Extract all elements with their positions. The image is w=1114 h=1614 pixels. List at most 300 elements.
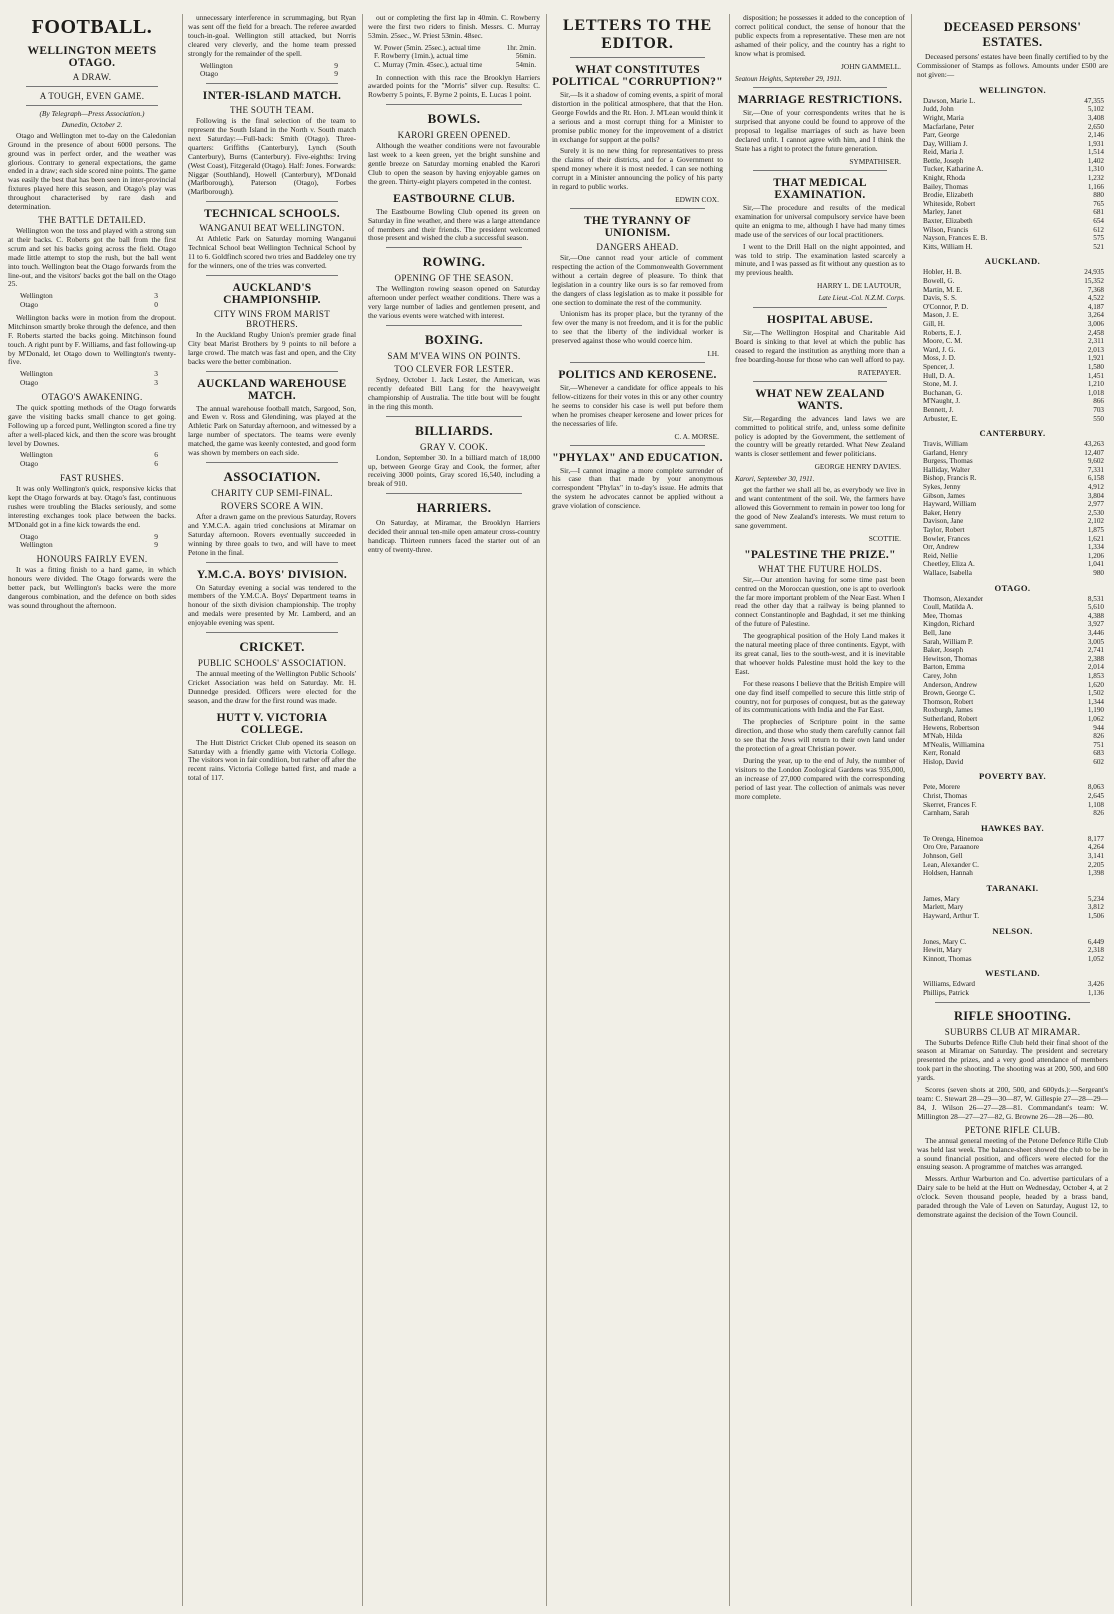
section-title-harriers: HARRIERS. xyxy=(416,500,492,516)
estate-name: Carey, John xyxy=(923,671,957,680)
estate-list-otago xyxy=(917,595,1108,767)
estate-name: Wallace, Isabella xyxy=(923,569,972,577)
estate-amount: 7,331 xyxy=(1087,465,1104,474)
divider xyxy=(206,275,338,276)
estate-row xyxy=(917,406,1108,415)
divider xyxy=(570,57,705,58)
estate-row xyxy=(917,895,1108,904)
estate-name: Halliday, Walter xyxy=(923,465,970,474)
estate-amount: 826 xyxy=(1093,809,1104,818)
estate-amount: 3,005 xyxy=(1087,637,1104,646)
estate-amount: 4,522 xyxy=(1087,294,1104,303)
article-paragraph: The Eastbourne Bowling Club opened its green on Saturday in fine weather, and there was a large attendance of members and their friends. The president welcomed those present and wished the club a successful season. xyxy=(368,206,540,243)
estate-row xyxy=(917,681,1108,690)
estate-amount: 1,506 xyxy=(1087,912,1104,920)
estate-name: Davis, S. S. xyxy=(923,294,957,303)
divider xyxy=(570,445,705,446)
estate-row xyxy=(917,980,1108,989)
article-paragraph: The annual warehouse football match, Sargood, Son, and Ewen v. Ross and Glendining, was played at the Athletic Park on Saturday afternoon, and witnessed by a large number of spectators. The teams were evenly matched, the game was keenly contested, and good form was shown by members on each side. xyxy=(188,403,356,458)
estate-row xyxy=(917,809,1108,818)
column-letters-2 xyxy=(731,14,909,1606)
article-paragraph: The Wellington rowing season opened on Saturday afternoon under perfect weather conditions. There was a very large number of ladies and gentlemen present, and the various events were watched with interest. xyxy=(368,284,540,321)
estate-name: Coull, Matilda A. xyxy=(923,603,974,612)
divider xyxy=(570,362,705,363)
estate-amount: 12,407 xyxy=(1084,448,1104,457)
estate-amount: 2,205 xyxy=(1087,860,1104,869)
result-row: F. Rowberry (1min.), actual time 56min. xyxy=(374,52,536,61)
subhead: THE SOUTH TEAM. xyxy=(229,105,315,116)
score-row: Wellington 6 xyxy=(20,450,158,460)
letter-signature: EDWIN COX. xyxy=(675,194,719,204)
subhead: ROVERS SCORE A WIN. xyxy=(220,500,324,511)
subhead: HONOURS FAIRLY EVEN. xyxy=(36,554,148,565)
estate-name: Hull, D. A. xyxy=(923,371,955,380)
estate-row xyxy=(917,852,1108,861)
estate-row xyxy=(917,912,1108,921)
article-paragraph: In connection with this race the Brooklyn Harriers awarded points for the "Morris" silver cup. Results: C. Rowberry 5 points, F. Byrne 2 points, E. Lucas 1 point. xyxy=(368,72,540,100)
estate-amount: 2,014 xyxy=(1087,663,1104,672)
estate-name: Bowler, Frances xyxy=(923,534,970,543)
estate-row xyxy=(917,234,1108,243)
estate-amount: 3,804 xyxy=(1087,491,1104,500)
article-heading: WHAT NEW ZEALAND WANTS. xyxy=(755,387,885,412)
estate-name: Jones, Mary C. xyxy=(923,937,967,946)
article-paragraph: London, September 30. In a billiard match of 18,000 up, between George Gray and Cook, the former, after receiving 3000 points, Gray scored 16,540, including a break of 910. xyxy=(368,452,540,489)
estate-row xyxy=(917,672,1108,681)
article-heading: TECHNICAL SCHOOLS. xyxy=(204,208,340,221)
estate-row xyxy=(917,500,1108,509)
subhead: CITY WINS FROM MARIST BROTHERS. xyxy=(213,308,331,329)
estate-name: Bell, Jane xyxy=(923,628,952,637)
letter-signature: I.H. xyxy=(707,349,719,359)
estate-name: Te Orenga, Hinemoa xyxy=(923,834,983,843)
letter-signature: JOHN GAMMELL. xyxy=(841,61,901,71)
deck: A DRAW. xyxy=(72,72,112,82)
region-heading: OTAGO. xyxy=(994,582,1031,593)
subhead: GRAY V. COOK. xyxy=(420,441,488,452)
estate-name: Johnson, Gell xyxy=(923,852,963,861)
article-paragraph: Sir,—Our attention having for some time past been centred on the Moroccan question, one is apt to overlook the far more important problem of the Near East. When I read the other day that a railway is being planned to connect Constantinople and Baghdad, it set me thinking of the future of Palestine. xyxy=(735,574,905,629)
estate-name: Macfarlane, Peter xyxy=(923,122,975,131)
letter-signature: HARRY L. DE LAUTOUR, xyxy=(817,281,901,291)
estate-name: Parr, George xyxy=(923,131,960,140)
estate-row xyxy=(917,208,1108,217)
result-row: W. Power (5min. 25sec.), actual time 1hr. 2min. xyxy=(374,43,536,52)
article-paragraph: The Hutt District Cricket Club opened its season on Saturday with a friendly game with Victoria College. The visitors won in fair condition, but rather off after the recent rains. Victoria College batted first, and made a total of 117. xyxy=(188,737,356,783)
article-paragraph: The annual meeting of the Wellington Public Schools' Cricket Association was held on Saturday. Mr. H. Dunnedge presided. Officers were elected for the season, and the draw for the first round was made. xyxy=(188,669,356,705)
estate-row xyxy=(917,689,1108,698)
article-paragraph: On Saturday, at Miramar, the Brooklyn Harriers decided their annual ten-mile open amateur cross-country handicap. Thirteen runners faced the starter out of an entry of twenty-three. xyxy=(368,518,540,554)
estate-amount: 1,334 xyxy=(1087,543,1104,552)
estate-amount: 602 xyxy=(1093,757,1104,766)
subhead: SAM M'VEA WINS ON POINTS. xyxy=(387,351,521,361)
score-row: Wellington 3 xyxy=(20,291,158,301)
letter-address: Seatoun Heights, September 29, 1911. xyxy=(735,74,842,83)
estate-amount: 1,344 xyxy=(1087,697,1104,706)
estate-row xyxy=(917,569,1108,578)
article-paragraph: The annual general meeting of the Petone Defence Rifle Club was held last week. The balance-sheet showed the club to be in a sound financial position, and officers were elected for the ensuing season. A programme of matches was arranged. xyxy=(917,1135,1108,1172)
estate-list-taranaki xyxy=(917,895,1108,921)
estate-name: James, Mary xyxy=(923,894,960,903)
estate-row xyxy=(917,492,1108,501)
estate-amount: 2,645 xyxy=(1087,792,1104,801)
letter-paragraph: Sir,—One cannot read your article of comment respecting the action of the Commonwealth Government without a certain degree of pleasure. To think that legislation in a country like ours is so far removed from the dangers of class legislation as to make it possible for one section to dominate the rest of the community. xyxy=(552,252,723,307)
article-paragraph: The geographical position of the Holy Land makes it the natural meeting place of three continents. Egypt, with its great canal, lies to the south-west, and it is inevitable that whoever holds Palestine must hold the key to the East. xyxy=(735,631,905,676)
estate-name: Orr, Andrew xyxy=(923,543,960,552)
column-rule xyxy=(911,14,912,1606)
estate-amount: 944 xyxy=(1093,723,1104,732)
estate-name: Marley, Janet xyxy=(923,208,962,217)
estate-row xyxy=(917,320,1108,329)
estate-name: Thomson, Alexander xyxy=(923,594,984,603)
article-heading: AUCKLAND WAREHOUSE MATCH. xyxy=(197,377,347,402)
estate-amount: 3,812 xyxy=(1087,903,1104,912)
estate-name: Hayward, William xyxy=(923,500,977,509)
estate-name: M'Nealis, Williamina xyxy=(923,740,985,749)
score-row: Otago 0 xyxy=(20,300,158,310)
estate-row xyxy=(917,243,1108,252)
estate-amount: 1,041 xyxy=(1087,560,1104,569)
estate-list-westland xyxy=(917,980,1108,997)
estate-amount: 2,013 xyxy=(1087,345,1104,354)
estate-name: Pete, Morere xyxy=(923,783,961,792)
estate-name: Spencer, J. xyxy=(923,362,955,371)
estate-row xyxy=(917,758,1108,767)
estate-amount: 2,530 xyxy=(1087,508,1104,517)
estate-name: Hewens, Robertson xyxy=(923,723,980,732)
letter-paragraph: disposition; he possesses it added to the conception of correct political conduct, the sense of honour that the public expects from a representative. These men are not ashamed of their policy, and the country has a right to know what is promised. xyxy=(735,14,905,58)
estate-row xyxy=(917,440,1108,449)
column-letters xyxy=(548,14,727,1606)
estate-list-poverty-bay xyxy=(917,783,1108,817)
estate-name: Mason, J. E. xyxy=(923,311,959,320)
section-title-rowing: ROWING. xyxy=(422,254,486,270)
estate-name: Cheetley, Eliza A. xyxy=(923,560,975,569)
estate-name: Arbuster, E. xyxy=(923,414,958,423)
estate-list-hawkes-bay xyxy=(917,835,1108,878)
estate-name: Travis, William xyxy=(923,440,968,449)
divider xyxy=(386,416,522,417)
estate-row xyxy=(917,389,1108,398)
estate-row xyxy=(917,449,1108,458)
estate-amount: 681 xyxy=(1093,208,1104,217)
estate-name: Hislop, David xyxy=(923,757,964,766)
section-title-boxing: BOXING. xyxy=(424,332,484,347)
estate-row xyxy=(917,938,1108,947)
letter-signature: SYMPATHISER. xyxy=(849,156,901,166)
article-heading: AUCKLAND'S CHAMPIONSHIP. xyxy=(223,281,321,306)
estate-name: Hobler, H. B. xyxy=(923,268,962,277)
estate-name: Day, William J. xyxy=(923,139,968,148)
estate-name: Roxburgh, James xyxy=(923,706,973,715)
estate-amount: 7,368 xyxy=(1087,285,1104,294)
estate-row xyxy=(917,560,1108,569)
estate-row xyxy=(917,105,1108,114)
column-estates xyxy=(913,14,1112,1606)
estate-amount: 3,006 xyxy=(1087,319,1104,328)
estate-row xyxy=(917,946,1108,955)
estate-amount: 1,398 xyxy=(1087,869,1104,878)
estate-name: Reid, Maria J. xyxy=(923,148,964,157)
section-title-football: FOOTBALL. xyxy=(31,16,153,38)
estate-amount: 1,052 xyxy=(1087,954,1104,963)
estate-row xyxy=(917,303,1108,312)
headline: WELLINGTON MEETS OTAGO. xyxy=(27,45,157,69)
estate-row xyxy=(917,329,1108,338)
estate-list-canterbury xyxy=(917,440,1108,578)
article-paragraph: For these reasons I believe that the British Empire will one day find itself compelled to secure this little strip of country, not for purposes of conquest, but as the gateway of its communications with India and the Far East. xyxy=(735,678,905,715)
estate-row xyxy=(917,792,1108,801)
letter-paragraph: Sir,—Whenever a candidate for office appeals to his fellow-citizens for their votes in this or any other country he seems to consider his case is well put before them when he promises cheaper kerosene and lower prices for the necessaries of life. xyxy=(552,383,723,428)
score-row: Otago 9 xyxy=(200,69,338,79)
estate-row xyxy=(917,123,1108,132)
estate-amount: 2,146 xyxy=(1087,131,1104,140)
estate-row xyxy=(917,131,1108,140)
estate-row xyxy=(917,783,1108,792)
estate-name: Burgess, Thomas xyxy=(923,457,973,466)
estate-name: Dawson, Marie L. xyxy=(923,96,976,105)
estate-name: Moss, J. D. xyxy=(923,354,956,363)
estate-row xyxy=(917,595,1108,604)
estate-amount: 521 xyxy=(1093,242,1104,251)
estate-row xyxy=(917,655,1108,664)
estate-amount: 5,610 xyxy=(1087,603,1104,612)
article-paragraph: After a drawn game on the previous Saturday, Rovers and Y.M.C.A. again tried conclusions at Miramar on Saturday afternoon. Rovers eventually succeeded in winning by three goals to two, and will have to meet Petone in the final. xyxy=(188,511,356,557)
estate-amount: 2,102 xyxy=(1087,517,1104,526)
estate-name: Anderson, Andrew xyxy=(923,680,978,689)
subhead: TOO CLEVER FOR LESTER. xyxy=(394,364,514,374)
estate-name: Baxter, Elizabeth xyxy=(923,217,973,226)
article-paragraph: At Athletic Park on Saturday morning Wanganui Technical School beat Wellington Technical School by 11 to 6. Goldfinch scored two tries and Baddeley one try for the winners, one of the tries was converted. xyxy=(188,234,356,270)
estate-row xyxy=(917,620,1108,629)
estate-name: Reid, Nellie xyxy=(923,551,958,560)
estate-row xyxy=(917,191,1108,200)
estate-row xyxy=(917,989,1108,998)
section-title-bowls: BOWLS. xyxy=(427,111,481,127)
estate-amount: 2,741 xyxy=(1087,646,1104,655)
estate-row xyxy=(917,346,1108,355)
estate-list-nelson xyxy=(917,938,1108,964)
divider xyxy=(206,83,338,84)
article-heading: INTER-ISLAND MATCH. xyxy=(202,90,342,103)
divider xyxy=(206,632,338,633)
estate-amount: 612 xyxy=(1093,225,1104,234)
region-heading: POVERTY BAY. xyxy=(978,771,1047,782)
article-paragraph: get the farther we shall all be, as everybody we live in and want contentment of the soil. We, the farmers have allowed this Government to remain in power too long for the good of New Zealand's interests. We must return to sane government. xyxy=(735,485,905,530)
estate-amount: 47,355 xyxy=(1084,96,1104,105)
column-rule xyxy=(546,14,547,1606)
estate-row xyxy=(917,629,1108,638)
estate-name: Bailey, Thomas xyxy=(923,182,968,191)
column-rule xyxy=(729,14,730,1606)
subhead: KARORI GREEN OPENED. xyxy=(397,130,511,141)
estate-amount: 826 xyxy=(1093,732,1104,741)
estate-name: Sykes, Jenny xyxy=(923,483,961,492)
letter-paragraph: Sir,—Regarding the advances land laws we are committed to political strife, and, unless some definite policy is adopted by the Government, the settlement of the country will be greatly retarded. What New Zealand wants is closer settlement and fewer politicians. xyxy=(735,413,905,459)
article-paragraph: out or completing the first lap in 40min. C. Rowberry were the first two riders to finish. Messrs. C. Murray 53min. 25sec., W. Priest 53min. 48sec. xyxy=(368,14,540,40)
estate-row xyxy=(917,526,1108,535)
estate-amount: 1,621 xyxy=(1087,534,1104,543)
estate-row xyxy=(917,466,1108,475)
estate-row xyxy=(917,517,1108,526)
estate-amount: 9,602 xyxy=(1087,457,1104,466)
estate-amount: 5,234 xyxy=(1087,894,1104,903)
estate-amount: 2,311 xyxy=(1088,337,1104,346)
letter-paragraph: Sir,—One of your correspondents writes that he is surprised that anyone could be found to approve of the proposal to legalise marriages of such as have been declared unfit. I cannot agree with him, and I think the State has a right to protect the future generation. xyxy=(735,108,905,154)
article-paragraph: Messrs. Arthur Warburton and Co. advertise particulars of a Dairy sale to be held at the Hutt on Wednesday, October 4, at 2 o'clock. Seven thousand people, headed by a brass band, paraded through the Vale of Leven on Saturday, August 12, to demonstrate against the decision of the Town Council. xyxy=(917,1174,1108,1219)
article-paragraph: Wellington won the toss and played with a strong sun at their backs. C. Roberts got the ball from the first scrum and set his backs going across the field. Otago made little attempt to stop the rush, but the ball went into touch. Wellington beat the Otago forwards from the line-out, and the visitors' backs got the ball on the Otago 25. xyxy=(8,225,176,289)
divider xyxy=(386,493,522,494)
divider xyxy=(386,325,522,326)
divider xyxy=(753,87,887,88)
estate-name: Moore, C. M. xyxy=(923,337,963,346)
estate-amount: 980 xyxy=(1093,569,1104,577)
column-sport-2 xyxy=(184,14,360,1606)
estate-amount: 3,264 xyxy=(1087,311,1104,320)
estate-row xyxy=(917,646,1108,655)
estate-row xyxy=(917,457,1108,466)
article-paragraph: Sydney, October 1. Jack Lester, the American, was recently defeated Bill Lang for the heavyweight championship of Australia. The title bout will be fought in the ring this month. xyxy=(368,375,540,411)
region-heading: CANTERBURY. xyxy=(979,428,1046,439)
article-paragraph: Otago and Wellington met to-day on the Caledonian Ground in the presence of about 6000 persons. The ground was in perfect order, and the weather was glorious. Contrary to general expectations, the game ended in a draw; each side scored nine points. The game was easily the best that has been seen in inter-provincial fixtures played here this season, and Otago's play was throughout characterised by rare dash and determination. xyxy=(8,130,176,212)
section-title-estates: DECEASED PERSONS' ESTATES. xyxy=(943,20,1082,49)
article-heading: MARRIAGE RESTRICTIONS. xyxy=(737,94,903,107)
divider xyxy=(386,104,522,105)
estate-row xyxy=(917,612,1108,621)
article-heading: "PALESTINE THE PRIZE." xyxy=(744,548,896,561)
estate-name: Ward, J. G. xyxy=(923,345,956,354)
estate-name: Mee, Thomas xyxy=(923,611,963,620)
section-title-letters: LETTERS TO THE EDITOR. xyxy=(562,17,713,52)
article-paragraph: It was only Wellington's quick, responsive kicks that kept the Otago forwards at bay. Otago's fast, continuous rushes were troubling the Blacks seriously, and some interesting exchanges took place between the backs. M'Donald got in a fine kick towards the end. xyxy=(8,484,176,529)
estate-amount: 1,232 xyxy=(1087,174,1104,183)
estate-name: Lean, Alexander C. xyxy=(923,860,979,869)
estate-row xyxy=(917,801,1108,810)
estate-row xyxy=(917,955,1108,964)
estate-row xyxy=(917,294,1108,303)
article-paragraph: Following is the final selection of the team to represent the South Island in the North v. South match next Saturday:—Full-back: Smith (Otago). Three-quarters: Griffiths (Canterbury), Lynch (South Canterbury), Burns (Canterbury). Five-eighths: Irving (West Coast), Fitzgerald (Otago). Half: Jones. Forwards: Niggar (Southland), Howell (Canterbury), M'Donald (Marlborough), Paterson (Otago), Forbes (Marlborough). xyxy=(188,116,356,197)
estate-amount: 6,158 xyxy=(1087,474,1104,483)
score-row: Otago 9 xyxy=(20,531,158,541)
estate-amount: 751 xyxy=(1093,740,1104,749)
estate-row xyxy=(917,286,1108,295)
region-heading: NELSON. xyxy=(992,925,1033,936)
estate-row xyxy=(917,698,1108,707)
estate-amount: 3,446 xyxy=(1087,628,1104,637)
section-title-association: ASSOCIATION. xyxy=(223,468,321,484)
score-row: Wellington 9 xyxy=(20,540,158,550)
estate-amount: 1,206 xyxy=(1087,551,1104,560)
estate-name: Sutherland, Robert xyxy=(923,714,978,723)
estate-amount: 24,935 xyxy=(1084,268,1104,277)
estate-name: Brodie, Elizabeth xyxy=(923,191,974,200)
article-paragraph: Scores (seven shots at 200, 500, and 600yds.):—Sergeant's team: C. Stewart 28—29—30—87, W. Gillespie 27—28—29—84, J. Wilson 26—27—28—81. Commandant's team: W. Millington 28—27—27—82, G. Browne 26—28—26—80. xyxy=(917,1085,1108,1121)
score-line xyxy=(200,62,356,80)
estate-name: Hayward, Arthur T. xyxy=(923,912,980,920)
estate-amount: 8,063 xyxy=(1087,783,1104,792)
estate-row xyxy=(917,835,1108,844)
estate-row xyxy=(917,706,1108,715)
estate-name: O'Connor, P. D. xyxy=(923,302,969,311)
estate-amount: 1,190 xyxy=(1087,706,1104,715)
estate-name: Williams, Edward xyxy=(923,980,976,989)
article-paragraph: Deceased persons' estates have been finally certified to by the Commissioner of Stamps as follows. Amounts under £500 are not given:— xyxy=(917,52,1108,79)
estate-name: Whiteside, Robert xyxy=(923,199,976,208)
estate-row xyxy=(917,543,1108,552)
score-line xyxy=(20,370,176,388)
estate-name: Skerret, Frances F. xyxy=(923,800,977,809)
divider xyxy=(570,208,705,209)
estate-amount: 6,449 xyxy=(1087,937,1104,946)
estate-amount: 1,018 xyxy=(1087,388,1104,397)
estate-name: Roberts, E. J. xyxy=(923,328,962,337)
estate-row xyxy=(917,663,1108,672)
letter-paragraph: Sir,—I cannot imagine a more complete surrender of his case than that made by your anonymous correspondent "Phylax" in to-day's issue. He admits that the system he advocates cannot be applied without a grave violation of conscience. xyxy=(552,465,723,511)
estate-row xyxy=(917,483,1108,492)
subhead: FAST RUSHES. xyxy=(60,473,124,484)
subhead: CHARITY CUP SEMI-FINAL. xyxy=(211,487,333,498)
estate-name: Tucker, Katharine A. xyxy=(923,165,984,174)
estate-name: Davison, Jane xyxy=(923,517,964,526)
subhead: PUBLIC SCHOOLS' ASSOCIATION. xyxy=(197,658,347,669)
article-heading: WHAT THE FUTURE HOLDS. xyxy=(758,563,882,574)
estate-amount: 1,853 xyxy=(1087,671,1104,680)
section-title-rifle: RIFLE SHOOTING. xyxy=(953,1008,1072,1023)
estate-name: Kingdon, Richard xyxy=(923,620,975,629)
estate-row xyxy=(917,749,1108,758)
article-heading: "PHYLAX" AND EDUCATION. xyxy=(552,451,723,464)
letter-paragraph: Unionism has its proper place, but the tyranny of the few over the many is not freedom, and it is for the public to see that the liberty of the individual worker is preserved against those who would coerce him. xyxy=(552,309,723,346)
letter-paragraph: Sir,—The procedure and results of the medical examination for universal compulsory service have been quite an enigma to me, although I have had many times made use of the services of our local practitioners. xyxy=(735,202,905,239)
estate-list-auckland xyxy=(917,268,1108,423)
estate-name: Bishop, Francis R. xyxy=(923,474,977,483)
subhead: OTAGO'S AWAKENING. xyxy=(41,391,143,402)
estate-amount: 1,402 xyxy=(1087,156,1104,165)
subhead: PETONE RIFLE CLUB. xyxy=(964,1124,1061,1135)
estate-name: Gibson, James xyxy=(923,491,965,500)
letter-signature: RATEPAYER. xyxy=(857,367,901,377)
estate-row xyxy=(917,363,1108,372)
article-heading: THAT MEDICAL EXAMINATION. xyxy=(773,176,867,201)
estate-amount: 5,102 xyxy=(1087,105,1104,114)
estate-amount: 4,388 xyxy=(1087,611,1104,620)
estate-name: Kinnott, Thomas xyxy=(923,954,972,963)
estate-amount: 683 xyxy=(1093,749,1104,758)
region-heading: TARANAKI. xyxy=(986,882,1039,893)
column-rule xyxy=(182,14,183,1606)
estate-list-wellington xyxy=(917,97,1108,252)
estate-amount: 1,875 xyxy=(1087,526,1104,535)
estate-row xyxy=(917,337,1108,346)
estate-amount: 880 xyxy=(1093,191,1104,200)
estate-row xyxy=(917,311,1108,320)
estate-amount: 765 xyxy=(1093,199,1104,208)
subhead: WANGANUI BEAT WELLINGTON. xyxy=(199,223,345,234)
estate-row xyxy=(917,509,1108,518)
column-rule xyxy=(362,14,363,1606)
estate-name: Hewitt, Mary xyxy=(923,946,962,955)
estate-amount: 3,927 xyxy=(1087,620,1104,629)
article-heading: EASTBOURNE CLUB. xyxy=(393,192,515,205)
estate-name: Holdsen, Hannah xyxy=(923,869,973,878)
estate-row xyxy=(917,165,1108,174)
estate-row xyxy=(917,474,1108,483)
estate-row xyxy=(917,157,1108,166)
letter-signature: GEORGE HENRY DAVIES. xyxy=(814,462,901,472)
estate-name: Wilson, Francis xyxy=(923,225,969,234)
letter-signature: C. A. MORSE. xyxy=(674,431,719,441)
estate-row xyxy=(917,380,1108,389)
